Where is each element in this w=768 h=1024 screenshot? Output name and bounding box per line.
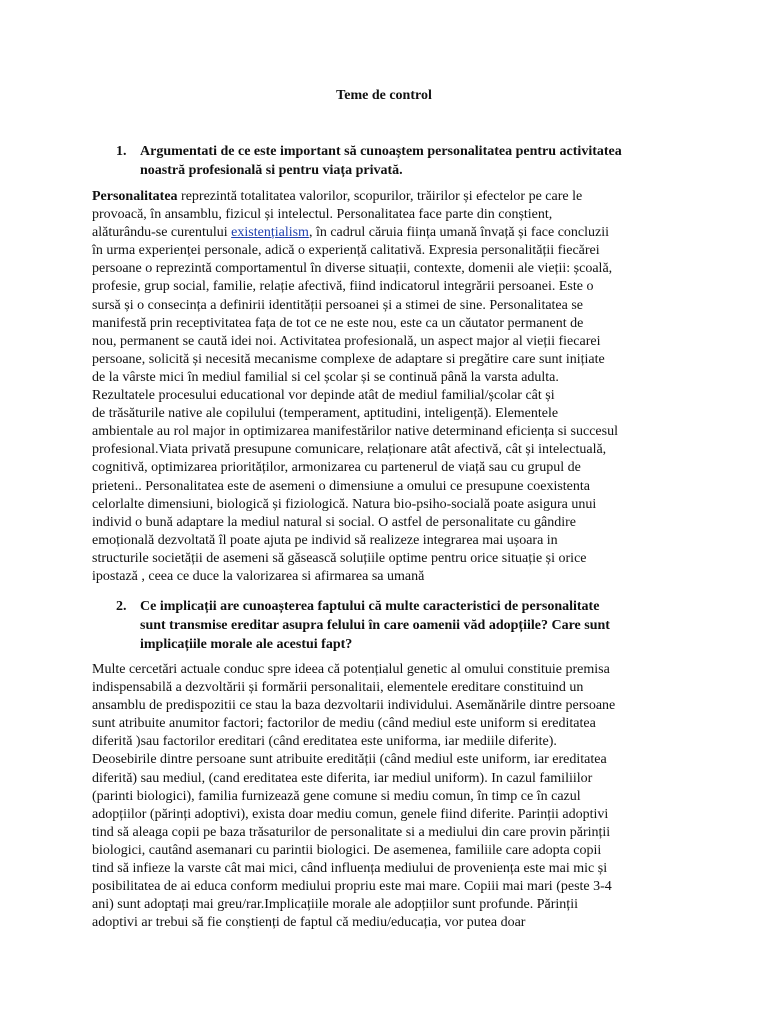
answer-1-line: de trăsăturile native ale copilului (temperament, aptitudini, inteligență). Elementele xyxy=(92,406,559,422)
answer-1-line: cognitivă, optimizarea priorităților, armonizarea cu partenerul de viață sau cu grupul de xyxy=(92,460,581,476)
answer-1-line: manifestă prin receptivitatea fața de tot ce ne este nou, este ca un căutator permanent de xyxy=(92,315,584,331)
question-2-line: Ce implicații are cunoașterea faptului că multe caracteristici de personalitate xyxy=(140,599,600,614)
answer-1-line: sursă și o consecința a definirii identității persoanei și a stimei de sine. Personalitatea se xyxy=(92,297,584,313)
answer-1-text: alăturându-se curentului xyxy=(92,225,232,241)
question-2-line: sunt transmise ereditar asupra felului în care oamenii văd adopțiile? Care sunt xyxy=(140,618,610,633)
answer-2-line: Multe cercetări actuale conduc spre ideea că potențialul genetic al omului constituie premisa xyxy=(92,662,610,677)
answer-1-line xyxy=(92,188,692,206)
answer-2-line: ani) sunt adoptați mai greu/rar.Implicațiile morale ale adopțiilor sunt profunde. Părinții xyxy=(92,897,578,913)
answer-1-line: emoțională dezvoltată îl poate ajuta pe individ să realizeze integrarea mai ușoara in xyxy=(92,532,558,548)
answer-2-line: diferită )sau factorilor ereditari (când ereditatea este uniforma, iar mediile diferite). xyxy=(92,734,557,750)
question-1-line: Argumentati de ce este important să cunoaștem personalitatea pentru activitatea xyxy=(140,144,622,159)
answer-1-line: structurile societății de asemeni să găsească soluțiile optime pentru orice situație și orice xyxy=(92,550,587,566)
answer-1-line: celorlalte dimensiuni, biologică și fiziologică. Natura bio-psiho-socială poate asigura unui xyxy=(92,496,597,512)
answer-2-line: posibilitatea de ai educa conform mediului propriu este mai mare. Copiii mai mari (peste 3-4 xyxy=(92,879,612,895)
answer-1-line xyxy=(92,224,692,242)
answer-1-line: persoane, solicită și necesită mecanisme complexe de adaptare si pregătire care sunt inițiate xyxy=(92,351,605,367)
answer-1-line: individ o bună adaptare la mediul natural si social. O astfel de personalitate cu gândire xyxy=(92,514,576,530)
answer-1-line: persoane o reprezintă comportamentul în diverse situații, contexte, domenii ale vieții: școală, xyxy=(92,261,613,277)
page-title: Teme de control xyxy=(336,88,432,103)
answer-1-line: Rezultatele procesului educational vor depinde atât de mediul familial/școlar cât și xyxy=(92,388,555,404)
answer-1-line: provoacă, în ansamblu, fizicul și intelectul. Personalitatea face parte din conștient, xyxy=(92,207,553,223)
question-2-line: implicațiile morale ale acestui fapt? xyxy=(140,637,353,652)
answer-2-line: sunt atribuite anumitor factori; factorilor de mediu (când mediul este uniform si ereditatea xyxy=(92,716,596,732)
answer-2-line: (parinti biologici), familia furnizează gene comune si mediu comun, în timp ce în cazul xyxy=(92,788,581,804)
answer-1-line: prieteni.. Personalitatea este de asemeni o dimensiune a omului ce presupune coexistenta xyxy=(92,478,590,494)
answer-2-line: tind să aleaga copii pe baza trăsaturilor de personalitate si a mediului din care provin părinții xyxy=(92,824,611,840)
question-2 xyxy=(116,597,685,654)
existentialism-link[interactable]: existențialism xyxy=(231,225,309,241)
answer-1-text: , în cadrul căruia ființa umană învață și face concluzii xyxy=(308,225,610,241)
answer-2-line: diferită) sau mediul, (cand ereditatea este diferita, iar mediul uniform). In cazul familiilor xyxy=(92,770,593,786)
answer-2-line: biologici, cautând asemanari cu parintii biologici. De asemenea, familiile care adopta copii xyxy=(92,842,602,858)
question-1-line: noastră profesională si pentru viața privată. xyxy=(140,163,403,178)
question-1-number: 1. xyxy=(116,144,127,159)
answer-2-line: indispensabilă a dezvoltării și formării personalitaii, elementele ereditare constituind un xyxy=(92,680,584,696)
answer-2-line: ansamblu de predispozitii ce stau la baza dezvoltarii individului. Asemănările dintre persoane xyxy=(92,698,616,714)
answer-1-line: profesie, grup social, familie, relație afectivă, fiind indicatorul integrării persoanei. Este o xyxy=(92,279,594,295)
answer-1-line: profesional.Viata privată presupune comunicare, relaționare atât afectivă, cât și intelectuală, xyxy=(92,442,607,458)
answer-2-paragraph xyxy=(92,661,692,932)
question-2-number: 2. xyxy=(116,599,127,614)
answer-2-line: Deosebirile dintre persoane sunt atribuite eredității (când mediul este uniform, iar ereditatea xyxy=(92,752,607,768)
answer-1-line: de la vârste mici în mediul familial si cel școlar și se continuă până la varsta adulta. xyxy=(92,369,559,385)
answer-2-line: adoptivi ar trebui să fie conștienți de faptul că mediu/educația, vor putea doar xyxy=(92,915,526,931)
answer-2-line: adopțiilor (părinți adoptivi), exista doar mediu comun, genele fiind diferite. Parinții adoptivi xyxy=(92,806,609,822)
answer-1-line: ipostază , ceea ce duce la valorizarea si afirmarea sa umană xyxy=(92,568,425,584)
answer-1-line: nou, permanent se caută idei noi. Activitatea profesională, un aspect major al vieții fiecarei xyxy=(92,333,601,349)
answer-2-line: tind să infieze la varste cât mai mici, când influența mediului de proveniența este mai mic și xyxy=(92,861,608,877)
answer-1-line: în urma experienței personale, adică o experiență calitativă. Expresia personalității fiecărei xyxy=(92,243,600,259)
answer-1-line: ambientale au rol major in optimizarea manifestărilor native determinand eficiența si succesul xyxy=(92,424,618,440)
answer-1-text: reprezintă totalitatea valorilor, scopurilor, trăirilor și efectelor pe care le xyxy=(177,189,583,204)
lead-term: Personalitatea xyxy=(92,189,178,204)
question-1 xyxy=(116,142,685,180)
answer-1-paragraph xyxy=(92,188,692,586)
